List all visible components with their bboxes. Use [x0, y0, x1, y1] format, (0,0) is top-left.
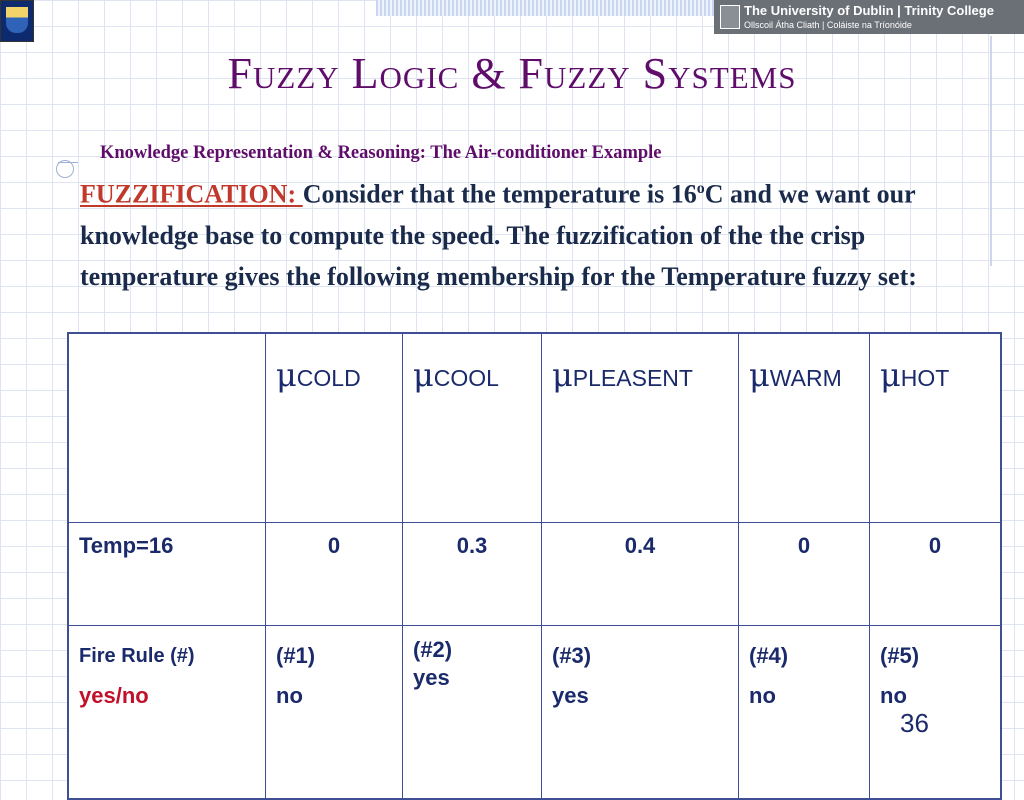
rule-cell-3	[542, 626, 739, 800]
rule-id: (#3)	[552, 643, 592, 668]
university-banner	[714, 0, 1024, 34]
rule-cell-5	[870, 626, 1002, 800]
rule-id: (#4)	[749, 643, 789, 668]
column-label: HOT	[900, 365, 950, 391]
rule-id: (#5)	[880, 643, 920, 668]
membership-pleasent: 0.4	[542, 523, 739, 626]
rule-label: Fire Rule (#)	[79, 645, 195, 667]
column-label: COOL	[433, 365, 499, 391]
header-cool	[403, 333, 542, 523]
rule-id: (#2)	[413, 637, 453, 662]
membership-table	[67, 332, 1002, 800]
university-name: The University of Dublin | Trinity College	[744, 3, 994, 18]
page-number: 36	[900, 708, 929, 738]
decorative-top-strip	[376, 0, 716, 16]
slide-subtitle: Knowledge Representation & Reasoning: The Air-conditioner Example	[100, 143, 662, 163]
body-text-part2: C and we want our knowledge base to compute the speed. The fuzzification of the the crisp temperature gives the following membership for the Temperature fuzzy set:	[80, 179, 917, 291]
rule-cell-1	[266, 626, 403, 800]
mu-symbol: μ	[749, 356, 770, 394]
table-header-row	[68, 333, 1001, 523]
header-pleasent	[542, 333, 739, 523]
membership-cool: 0.3	[403, 523, 542, 626]
mu-symbol: μ	[552, 356, 573, 394]
fuzzification-label: FUZZIFICATION:	[80, 179, 303, 209]
college-crest-logo	[0, 0, 34, 42]
crest-shield-icon	[6, 7, 28, 33]
university-name-irish: Ollscoil Átha Cliath | Coláiste na Tríonóide	[744, 20, 912, 30]
table-row	[68, 626, 1001, 800]
header-cold	[266, 333, 403, 523]
rule-fires: yes	[413, 665, 450, 690]
slide-title: Fuzzy Logic & Fuzzy Systems	[227, 49, 797, 98]
temp-label-cell: Temp=16	[68, 523, 266, 626]
target-circle-icon	[56, 160, 74, 178]
column-label: WARM	[769, 365, 842, 391]
rule-fires: no	[749, 683, 776, 708]
column-label: PLEASENT	[572, 365, 693, 391]
membership-cold: 0	[266, 523, 403, 626]
header-warm	[739, 333, 870, 523]
header-empty-cell	[68, 333, 266, 523]
rule-yesno-label: yes/no	[79, 683, 149, 708]
column-label: COLD	[296, 365, 361, 391]
membership-hot: 0	[870, 523, 1002, 626]
mu-symbol: μ	[413, 356, 434, 394]
mu-symbol: μ	[880, 356, 901, 394]
body-text-part1: Consider that the temperature is 16	[302, 179, 697, 209]
rule-cell-4	[739, 626, 870, 800]
body-paragraph	[80, 168, 980, 297]
rule-fires: yes	[552, 683, 589, 708]
degree-superscript: o	[696, 180, 705, 197]
rule-id: (#1)	[276, 643, 316, 668]
rule-cell-2	[403, 626, 542, 800]
membership-warm: 0	[739, 523, 870, 626]
table-row	[68, 523, 1001, 626]
rule-label-cell	[68, 626, 266, 800]
rule-fires: no	[880, 683, 907, 708]
rule-fires: no	[276, 683, 303, 708]
harp-crest-icon	[720, 5, 740, 29]
header-hot	[870, 333, 1002, 523]
mu-symbol: μ	[276, 356, 297, 394]
